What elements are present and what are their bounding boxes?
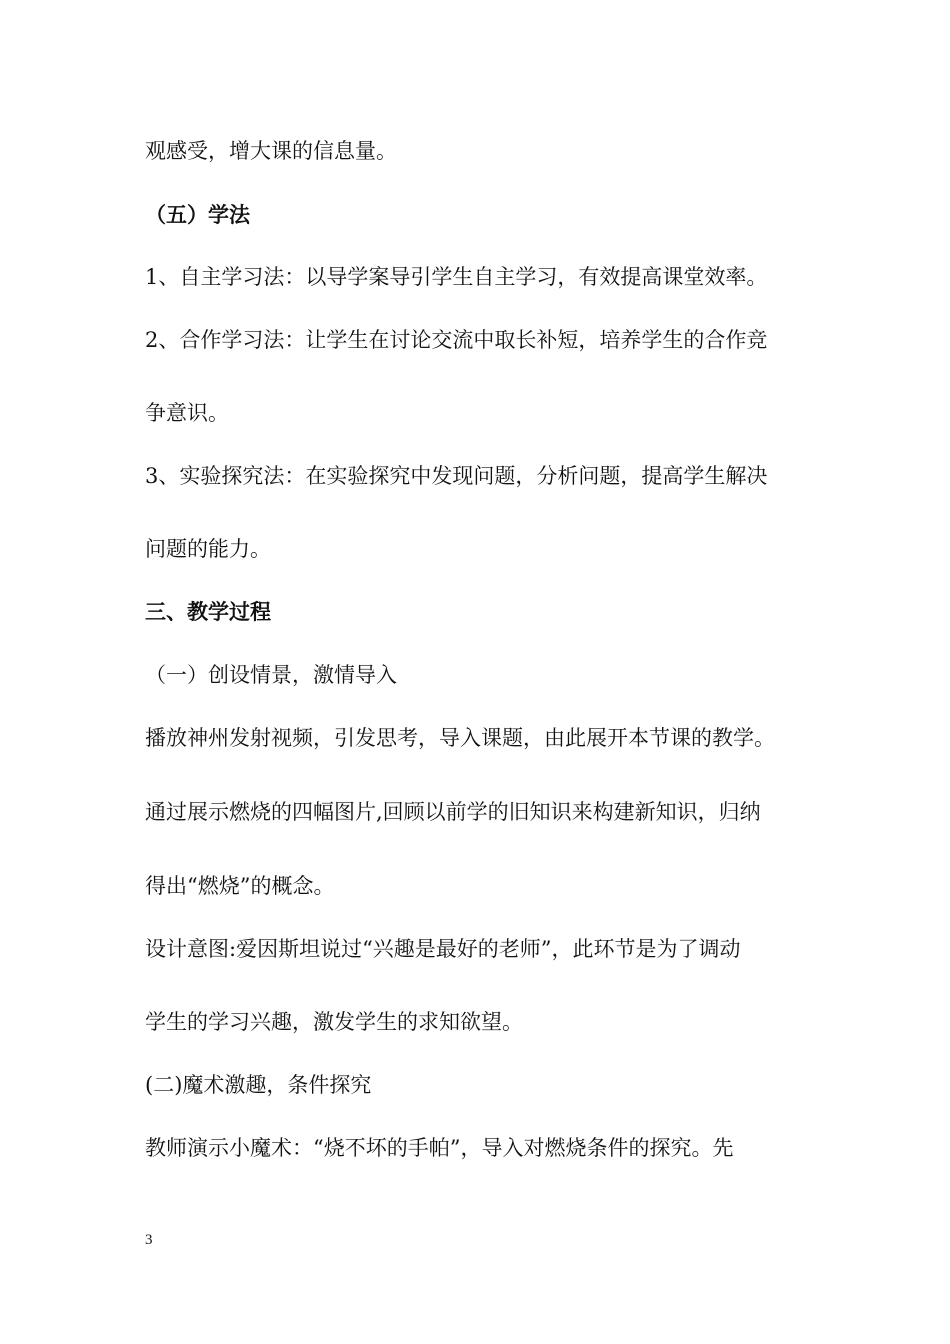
list-item-2: 2、合作学习法：让学生在讨论交流中取长补短，培养学生的合作竞 [145,328,768,352]
paragraph-line: 观感受，增大课的信息量。 [145,139,397,163]
list-item-2-continued: 争意识。 [145,401,229,425]
paragraph-line: 教师演示小魔术：“烧不坏的手帕”，导入对燃烧条件的探究。先 [145,1136,734,1160]
subsection-heading-1: （一）创设情景，激情导入 [145,663,397,687]
list-item-3-continued: 问题的能力。 [145,537,271,561]
paragraph-line: 通过展示燃烧的四幅图片,回顾以前学的旧知识来构建新知识，归纳 [145,800,761,824]
list-item-3: 3、实验探究法：在实验探究中发现问题，分析问题，提高学生解决 [145,464,768,488]
paragraph-line: 学生的学习兴趣，激发学生的求知欲望。 [145,1010,523,1034]
paragraph-line: 得出“燃烧”的概念。 [145,874,335,898]
section-heading-xuefa: （五）学法 [145,202,250,227]
section-heading-teaching-process: 三、教学过程 [145,599,271,624]
page-number: 3 [145,1232,153,1248]
paragraph-line: 设计意图:爱因斯坦说过“兴趣是最好的老师”，此环节是为了调动 [145,937,741,961]
subsection-heading-2: (二)魔术激趣，条件探究 [145,1073,372,1097]
paragraph-line: 播放神州发射视频，引发思考，导入课题，由此展开本节课的教学。 [145,726,775,750]
list-item-1: 1、自主学习法：以导学案导引学生自主学习，有效提高课堂效率。 [145,265,768,289]
